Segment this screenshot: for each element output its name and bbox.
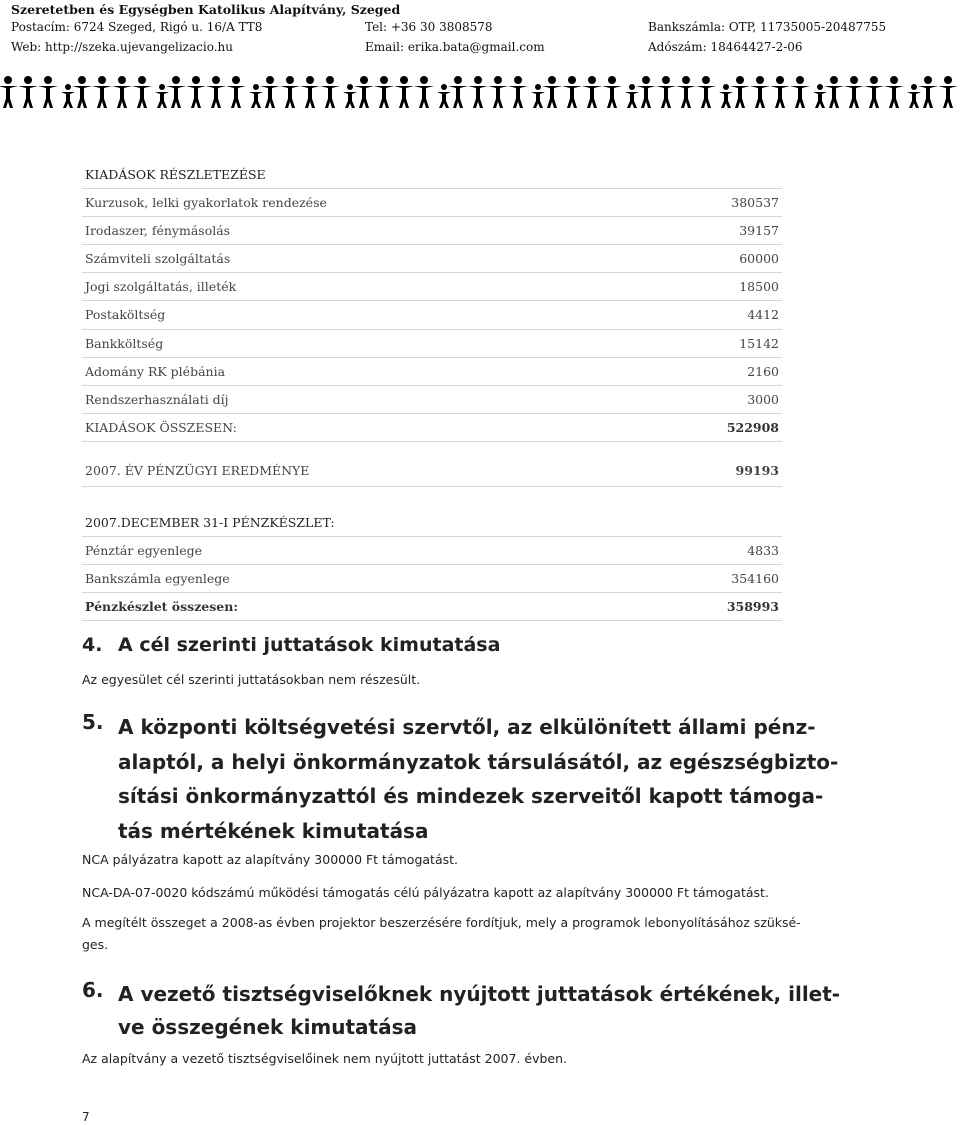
person-figure — [206, 76, 226, 108]
section-6-text: Az alapítvány a vezető tisztségviselőinek nem nyújtott juttatást 2007. évben. — [82, 1051, 567, 1066]
table-row — [82, 358, 782, 386]
table-row — [82, 386, 782, 414]
website: Web: http://szeka.ujevangelizacio.hu — [11, 40, 233, 54]
row-label: Rendszerhasználati díj — [85, 391, 229, 407]
person-figure — [813, 84, 827, 108]
section-5-paragraph-1: NCA pályázatra kapott az alapítvány 300000 Ft támogatást. — [82, 852, 458, 867]
row-value: 4833 — [747, 543, 779, 559]
section-5-title-line: tás mértékének kimutatása — [118, 818, 429, 843]
tax-number: Adószám: 18464427-2-06 — [648, 40, 803, 54]
table-row — [82, 189, 782, 217]
person-figure — [343, 84, 357, 108]
row-value: 380537 — [731, 195, 779, 211]
cash-total-value: 358993 — [726, 599, 779, 615]
person-figure — [582, 76, 602, 108]
person-figure — [61, 84, 75, 108]
person-figure — [249, 84, 263, 108]
person-figure — [226, 76, 246, 108]
person-figure — [132, 76, 152, 108]
cash-total-label: Pénzkészlet összesen: — [85, 599, 238, 615]
row-label: Pénztár egyenlege — [85, 543, 203, 559]
section-6-title-line: ve összegének kimutatása — [118, 1015, 418, 1039]
row-value: 60000 — [739, 251, 779, 267]
section-5-title-line: sítási önkormányzattól és mindezek szerveitől kapott támoga- — [118, 784, 824, 808]
person-figure — [770, 76, 790, 108]
table-row — [82, 245, 782, 273]
row-value: 4412 — [747, 307, 779, 323]
row-label: Adomány RK plébánia — [85, 363, 226, 379]
row-label: Kurzusok, lelki gyakorlatok rendezése — [85, 195, 327, 211]
person-figure — [676, 76, 696, 108]
section-5-paragraph-2: NCA-DA-07-0020 kódszámú működési támogatás célú pályázatra kapott az alapítvány 300000 Ft támogatást. — [82, 885, 769, 900]
row-label: Bankszámla egyenlege — [85, 571, 230, 587]
row-label: Irodaszer, fénymásolás — [85, 223, 231, 239]
cash-title: 2007.DECEMBER 31-I PÉNZKÉSZLET: — [85, 515, 335, 530]
postal-address: Postacím: 6724 Szeged, Rigó u. 16/A TT8 — [11, 20, 263, 34]
bank-account: Bankszámla: OTP, 11735005-20487755 — [648, 20, 887, 34]
table-row — [82, 537, 782, 565]
row-label: Jogi szolgáltatás, illeték — [85, 279, 237, 295]
person-figure — [394, 76, 414, 108]
section-5-title-line: A központi költségvetési szervtől, az elkülönített állami pénz- — [118, 715, 816, 739]
yearly-result-label: 2007. ÉV PÉNZÜGYI EREDMÉNYE — [85, 463, 310, 478]
org-name: Szeretetben és Egységben Katolikus Alapítvány, Szeged — [11, 2, 401, 17]
person-figure — [531, 84, 545, 108]
row-value: 354160 — [731, 571, 779, 587]
person-figure — [320, 76, 340, 108]
section-6-title — [118, 978, 840, 1044]
row-label: Bankköltség — [85, 335, 164, 351]
section-4-title: A cél szerinti juttatások kimutatása — [118, 634, 501, 656]
section-5-number: 5. — [82, 710, 104, 734]
section-5-title — [118, 710, 838, 848]
table-row — [82, 217, 782, 245]
expenses-total-value: 522908 — [726, 419, 779, 435]
person-figure — [374, 76, 394, 108]
person-figure — [280, 76, 300, 108]
person-figure — [844, 76, 864, 108]
expenses-title-row — [82, 161, 782, 189]
yearly-result-value: 99193 — [735, 463, 779, 478]
section-6-number: 6. — [82, 978, 104, 1002]
cash-title-row — [82, 509, 782, 537]
person-figure — [625, 84, 639, 108]
cash-table — [82, 509, 782, 621]
yearly-result-row — [82, 454, 782, 487]
people-chain-decoration — [0, 74, 960, 108]
row-value: 15142 — [739, 335, 779, 351]
table-row — [82, 330, 782, 358]
row-label: Számviteli szolgáltatás — [85, 251, 231, 267]
row-value: 2160 — [747, 363, 779, 379]
email: Email: erika.bata@gmail.com — [365, 40, 545, 54]
person-figure — [437, 84, 451, 108]
person-figure — [414, 76, 434, 108]
person-figure — [18, 76, 38, 108]
person-figure — [907, 84, 921, 108]
person-figure — [186, 76, 206, 108]
person-figure — [864, 76, 884, 108]
person-figure — [750, 76, 770, 108]
person-figure — [468, 76, 488, 108]
expenses-total-row — [82, 414, 782, 442]
page-number: 7 — [82, 1110, 90, 1124]
section-4-heading — [82, 634, 500, 656]
table-row — [82, 273, 782, 301]
person-figure — [0, 76, 18, 108]
section-5-paragraph-3: A megítélt összeget a 2008-as évben projektor beszerzésére fordítjuk, mely a programok lebonyolításához szüksé- — [82, 915, 801, 930]
row-value: 18500 — [739, 279, 779, 295]
row-value: 3000 — [747, 391, 779, 407]
expenses-table — [82, 161, 782, 442]
section-5-title-line: alaptól, a helyi önkormányzatok társulásától, az egészségbizto- — [118, 749, 839, 774]
person-figure — [488, 76, 508, 108]
person-figure — [884, 76, 904, 108]
person-figure — [112, 76, 132, 108]
section-4-text: Az egyesület cél szerinti juttatásokban nem részesült. — [82, 672, 421, 687]
person-figure — [938, 76, 958, 108]
person-figure — [790, 76, 810, 108]
table-row — [82, 565, 782, 593]
person-figure — [562, 76, 582, 108]
person-figure — [508, 76, 528, 108]
row-value: 39157 — [739, 223, 779, 239]
person-figure — [719, 84, 733, 108]
section-6-title-line: A vezető tisztségviselőknek nyújtott juttatások értékének, illet- — [118, 982, 841, 1006]
person-figure — [92, 76, 112, 108]
person-figure — [656, 76, 676, 108]
section-5-paragraph-3-cont: ges. — [82, 937, 109, 952]
expenses-title: KIADÁSOK RÉSZLETEZÉSE — [85, 167, 266, 182]
person-figure — [602, 76, 622, 108]
person-figure — [38, 76, 58, 108]
person-figure — [696, 76, 716, 108]
person-figure — [155, 84, 169, 108]
person-figure — [300, 76, 320, 108]
expenses-total-label: KIADÁSOK ÖSSZESEN: — [85, 419, 237, 435]
section-4-number: 4. — [82, 634, 103, 656]
cash-total-row — [82, 593, 782, 621]
table-row — [82, 301, 782, 329]
phone-number: Tel: +36 30 3808578 — [365, 20, 493, 34]
row-label: Postaköltség — [85, 307, 166, 323]
